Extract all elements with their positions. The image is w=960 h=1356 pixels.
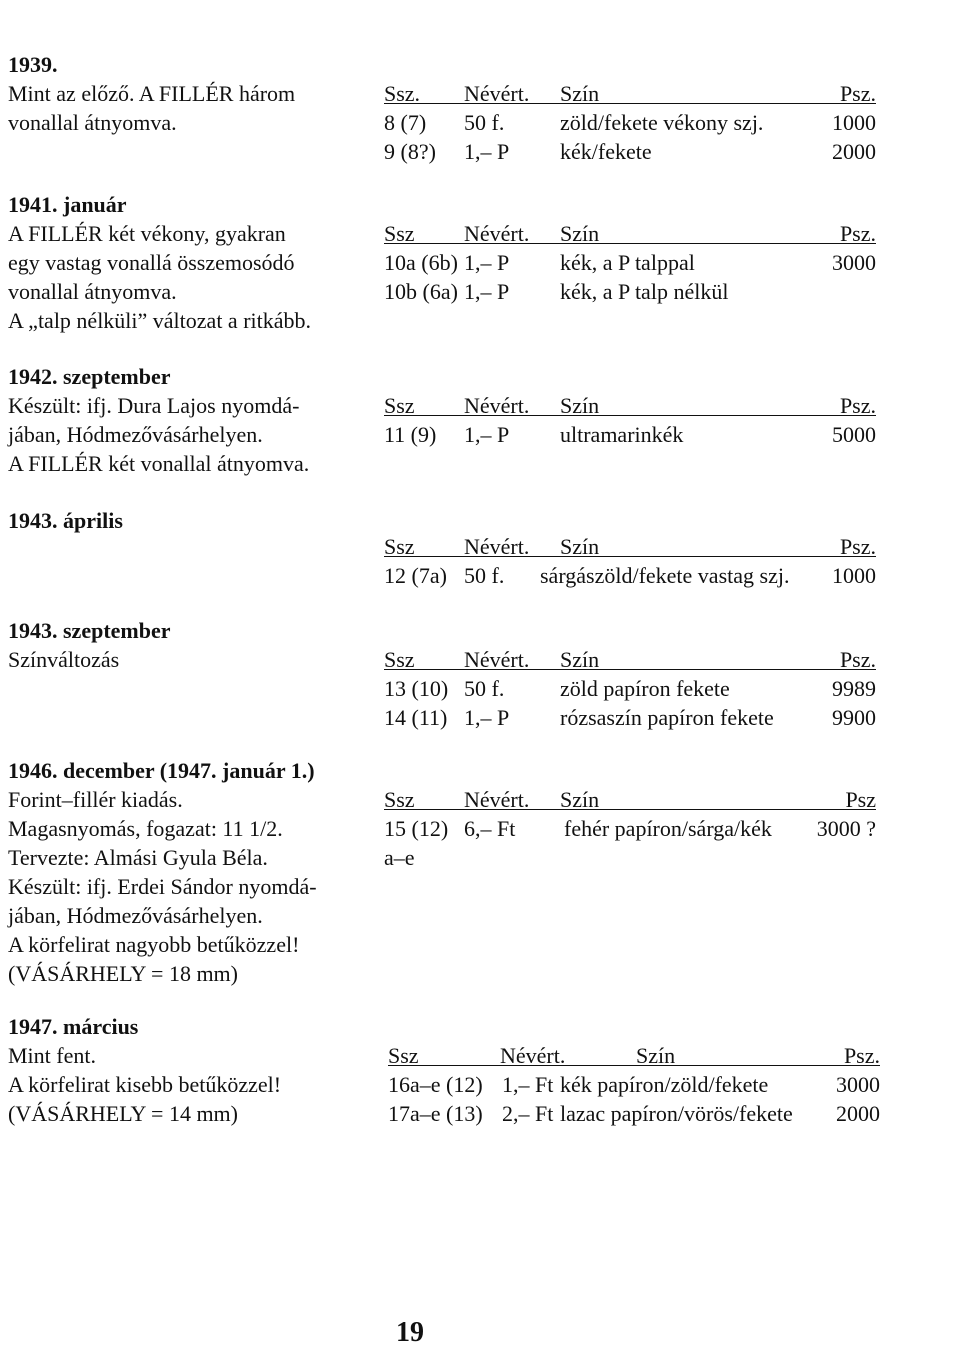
- description-line: vonallal átnyomva.: [8, 279, 177, 304]
- page-number: 19: [396, 1317, 424, 1348]
- cell-psz: 9900: [832, 705, 876, 730]
- description-line: Színváltozás: [8, 647, 120, 672]
- cell-psz: 2000: [836, 1101, 880, 1126]
- header-szin: Szín: [560, 393, 600, 418]
- header-szin: Szín: [560, 787, 600, 812]
- header-nevert: Névért.: [464, 647, 530, 672]
- table-row: [384, 703, 876, 732]
- table-row: [384, 674, 876, 703]
- cell-psz: 1000: [832, 563, 876, 588]
- description-line: jában, Hódmezővásárhelyen.: [8, 422, 263, 447]
- issue-date: 1942. szeptember: [8, 364, 171, 389]
- cell-nevert: 50 f.: [464, 563, 505, 588]
- cell-nevert: 1,– P: [464, 705, 510, 730]
- cell-nevert: 1,– P: [464, 250, 510, 275]
- header-szin: Szín: [560, 647, 600, 672]
- cell-psz: 3000: [836, 1072, 880, 1097]
- cell-szin: lazac papíron/vörös/fekete: [560, 1101, 793, 1126]
- table-header: [384, 79, 876, 108]
- cell-ssz: 13 (10): [384, 676, 449, 701]
- stamp-table: [384, 79, 876, 166]
- description-line: Tervezte: Almási Gyula Béla.: [8, 845, 268, 870]
- stamp-table: [384, 391, 876, 449]
- description-line: vonallal átnyomva.: [8, 110, 177, 135]
- header-psz: Psz.: [839, 393, 876, 418]
- cell-szin: sárgászöld/fekete vastag szj.: [540, 563, 790, 588]
- header-ssz: Ssz: [388, 1043, 419, 1068]
- header-nevert: Névért.: [464, 221, 530, 246]
- description-line: A FILLÉR két vékony, gyakran: [8, 221, 286, 246]
- cell-psz: 9989: [832, 676, 876, 701]
- cell-szin: fehér papíron/sárga/kék: [564, 816, 772, 841]
- description-line: (VÁSÁRHELY = 14 mm): [8, 1101, 238, 1126]
- description-line: Mint fent.: [8, 1043, 96, 1068]
- header-nevert: Névért.: [464, 787, 530, 812]
- table-row: [384, 108, 876, 137]
- section-description: [8, 506, 378, 535]
- cell-nevert: 1,– P: [464, 279, 510, 304]
- issue-date: 1946. december (1947. január 1.): [8, 758, 315, 783]
- cell-ssz: 12 (7a): [384, 563, 447, 588]
- cell-ssz: 15 (12): [384, 816, 449, 841]
- cell-szin: rózsaszín papíron fekete: [560, 705, 774, 730]
- header-psz: Psz.: [839, 221, 876, 246]
- header-psz: Psz.: [839, 534, 876, 559]
- cell-ssz: 10b (6a): [384, 279, 458, 304]
- cell-nevert: 1,– P: [464, 139, 510, 164]
- header-ssz: Ssz: [384, 534, 415, 559]
- description-line: Mint az előző. A FILLÉR három: [8, 81, 296, 106]
- cell-psz: 1000: [832, 110, 876, 135]
- cell-szin: zöld papíron fekete: [560, 676, 730, 701]
- description-line: A körfelirat kisebb betűközzel!: [8, 1072, 282, 1097]
- table-row: [384, 248, 876, 277]
- table-row: [384, 277, 876, 306]
- cell-ssz: 8 (7): [384, 110, 427, 135]
- header-ssz: Ssz.: [384, 81, 421, 106]
- header-nevert: Névért.: [500, 1043, 566, 1068]
- description-line: Magasnyomás, fogazat: 11 1/2.: [8, 816, 283, 841]
- description-line: Forint–fillér kiadás.: [8, 787, 183, 812]
- description-line: A FILLÉR két vonallal átnyomva.: [8, 451, 310, 476]
- section-description: [8, 190, 378, 335]
- table-header: [384, 391, 876, 420]
- description-line: A körfelirat nagyobb betűközzel!: [8, 932, 300, 957]
- header-nevert: Névért.: [464, 393, 530, 418]
- stamp-table: [384, 645, 876, 732]
- cell-ssz: 10a (6b): [384, 250, 458, 275]
- table-row: [384, 420, 876, 449]
- table-row: [388, 1070, 880, 1099]
- header-ssz: Ssz: [384, 221, 415, 246]
- section-description: [8, 362, 378, 478]
- header-psz: Psz.: [839, 81, 876, 106]
- section-description: [8, 756, 378, 988]
- header-ssz: Ssz: [384, 647, 415, 672]
- cell-nevert: 2,– Ft: [502, 1101, 554, 1126]
- cell-ssz: 11 (9): [384, 422, 437, 447]
- issue-date: 1939.: [8, 52, 58, 77]
- cell-szin: zöld/fekete vékony szj.: [560, 110, 764, 135]
- cell-nevert: 50 f.: [464, 110, 505, 135]
- table-header: [388, 1041, 880, 1070]
- cell-nevert: 1,– Ft: [502, 1072, 554, 1097]
- cell-ssz: a–e: [384, 845, 415, 870]
- cell-ssz: 16a–e (12): [388, 1072, 483, 1097]
- stamp-table: [384, 219, 876, 306]
- cell-psz: 3000: [832, 250, 876, 275]
- description-line: Készült: ifj. Dura Lajos nyomdá-: [8, 393, 300, 418]
- issue-date: 1947. március: [8, 1014, 139, 1039]
- table-header: [384, 532, 876, 561]
- table-row: [384, 561, 876, 590]
- header-psz: Psz.: [839, 647, 876, 672]
- cell-psz: 2000: [832, 139, 876, 164]
- header-psz: Psz: [845, 787, 876, 812]
- description-line: jában, Hódmezővásárhelyen.: [8, 903, 263, 928]
- stamp-table: [384, 532, 876, 590]
- table-header: [384, 645, 876, 674]
- header-szin: Szín: [636, 1043, 676, 1068]
- header-ssz: Ssz: [384, 393, 415, 418]
- header-nevert: Névért.: [464, 534, 530, 559]
- table-header: [384, 785, 876, 814]
- cell-szin: kék/fekete: [560, 139, 652, 164]
- table-row: [384, 814, 876, 843]
- table-row: [384, 843, 876, 872]
- description-line: A „talp nélküli” változat a ritkább.: [8, 308, 312, 333]
- issue-date: 1943. április: [8, 508, 123, 533]
- cell-szin: ultramarinkék: [560, 422, 684, 447]
- cell-ssz: 17a–e (13): [388, 1101, 483, 1126]
- header-psz: Psz.: [843, 1043, 880, 1068]
- header-szin: Szín: [560, 534, 600, 559]
- issue-date: 1941. január: [8, 192, 127, 217]
- cell-szin: kék, a P talppal: [560, 250, 695, 275]
- cell-psz: 3000 ?: [816, 816, 876, 841]
- stamp-table: [388, 1041, 880, 1128]
- table-row: [388, 1099, 880, 1128]
- cell-nevert: 6,– Ft: [464, 816, 516, 841]
- table-row: [384, 137, 876, 166]
- description-line: Készült: ifj. Erdei Sándor nyomdá-: [8, 874, 317, 899]
- issue-date: 1943. szeptember: [8, 618, 171, 643]
- cell-nevert: 1,– P: [464, 422, 510, 447]
- section-description: [8, 50, 378, 137]
- section-description: [8, 616, 378, 674]
- cell-ssz: 9 (8?): [384, 139, 436, 164]
- header-szin: Szín: [560, 221, 600, 246]
- cell-ssz: 14 (11): [384, 705, 448, 730]
- header-szin: Szín: [560, 81, 600, 106]
- description-line: egy vastag vonallá összemosódó: [8, 250, 295, 275]
- cell-szin: kék, a P talp nélkül: [560, 279, 729, 304]
- cell-psz: 5000: [832, 422, 876, 447]
- header-ssz: Ssz: [384, 787, 415, 812]
- header-nevert: Névért.: [464, 81, 530, 106]
- section-description: [8, 1012, 378, 1128]
- cell-nevert: 50 f.: [464, 676, 505, 701]
- table-header: [384, 219, 876, 248]
- stamp-table: [384, 785, 876, 872]
- cell-szin: kék papíron/zöld/fekete: [560, 1072, 769, 1097]
- description-line: (VÁSÁRHELY = 18 mm): [8, 961, 238, 986]
